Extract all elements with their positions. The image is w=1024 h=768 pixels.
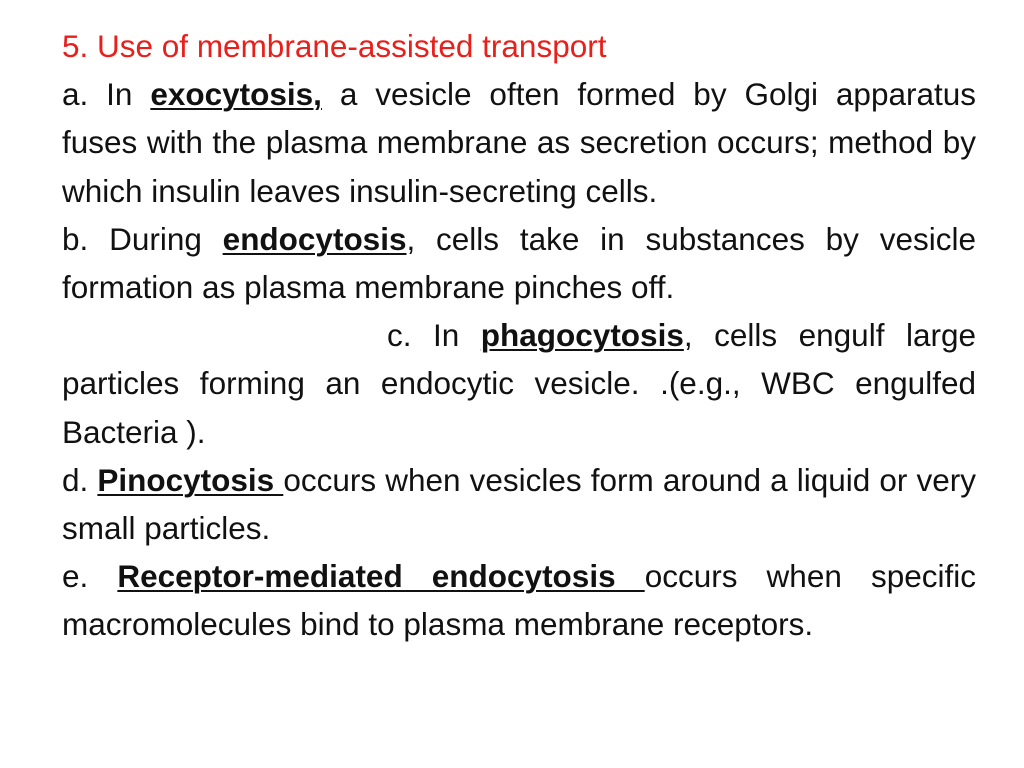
item-text: , cells engulf large particles forming an endocytic vesicle. .(e.g., WBC engulfed Bacteria ). — [62, 317, 976, 450]
term-endocytosis: endocytosis — [222, 220, 407, 257]
term-receptor-mediated-endocytosis: Receptor-mediated endocytosis — [117, 558, 645, 595]
item-prefix: e. — [62, 558, 118, 595]
item-prefix: b. During — [62, 220, 223, 257]
item-text: a vesicle often formed by Golgi apparatus fuses with the plasma membrane as secretion occurs; method by which insulin leaves insulin-secreting cells. — [62, 76, 977, 209]
item-pinocytosis — [62, 456, 976, 552]
term-exocytosis: exocytosis, — [150, 76, 322, 113]
item-text: occurs when specific macromolecules bind to plasma membrane receptors. — [62, 558, 976, 643]
item-prefix: a. In — [62, 76, 151, 113]
item-text: occurs when vesicles form around a liquid or very small particles. — [62, 461, 976, 547]
item-prefix: c. In — [387, 317, 481, 354]
slide-content — [62, 22, 976, 649]
item-text: , cells take in substances by vesicle formation as plasma membrane pinches off. — [62, 220, 976, 306]
term-pinocytosis: Pinocytosis — [97, 461, 284, 498]
item-exocytosis — [62, 70, 976, 215]
term-phagocytosis: phagocytosis — [480, 317, 684, 354]
item-phagocytosis — [62, 311, 976, 456]
item-prefix: d. — [62, 461, 98, 498]
item-receptor-mediated — [62, 552, 976, 648]
item-endocytosis — [62, 215, 976, 311]
slide-heading: 5. Use of membrane-assisted transport — [62, 28, 607, 64]
